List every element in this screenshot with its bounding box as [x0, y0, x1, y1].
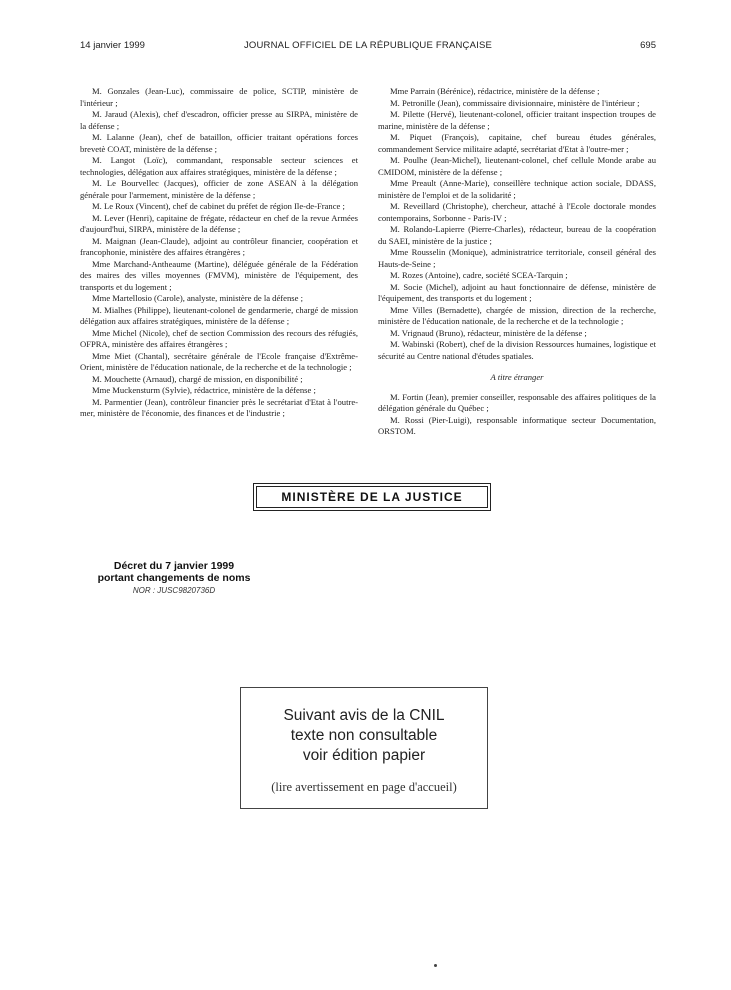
appointment-entry: Mme Parrain (Bérénice), rédactrice, ministère de la défense ;	[390, 86, 600, 96]
right-column-foreign	[378, 392, 656, 438]
header-date: 14 janvier 1999	[80, 40, 145, 51]
ministry-title-box	[256, 486, 488, 508]
appointment-entry: M. Rozes (Antoine), cadre, société SCEA-Tarquin ;	[390, 270, 568, 280]
right-column	[378, 86, 656, 438]
right-column-main	[378, 86, 656, 362]
left-column	[80, 86, 358, 420]
header-page-number: 695	[640, 40, 656, 51]
ministry-title: MINISTÈRE DE LA JUSTICE	[281, 490, 463, 504]
appointment-entry: M. Pilette (Hervé), lieutenant-colonel, officier traitant inspection troupes de marine, ministère de la défense ;	[378, 109, 656, 131]
appointment-entry: M. Piquet (François), capitaine, chef bureau études générales, commandement Service militaire adapté, secrétariat d'Etat à l'outre-mer ;	[378, 132, 656, 154]
header-journal-title: JOURNAL OFFICIEL DE LA RÉPUBLIQUE FRANÇAISE	[243, 40, 493, 51]
appointment-entry: M. Le Bourvellec (Jacques), officier de zone ASEAN à la délégation générale pour l'armement, ministère de la défense ;	[80, 178, 358, 200]
appointment-entry: Mme Marchand-Antheaume (Martine), déléguée générale de la Fédération des maires des villes moyennes (FMVM), ministère de l'équipement, des transports et du logement ;	[80, 258, 358, 292]
appointment-entry: M. Jaraud (Alexis), chef d'escadron, officier presse au SIRPA, ministère de la défense ;	[80, 109, 358, 131]
appointment-entry: M. Mouchette (Arnaud), chargé de mission, en disponibilité ;	[92, 373, 303, 384]
appointment-entry: M. Reveillard (Christophe), chercheur, attaché à l'Ecole doctorale mondes contemporains, Sorbonne - Paris-IV ;	[378, 201, 656, 223]
appointment-entry: M. Le Roux (Vincent), chef de cabinet du préfet de région Ile-de-France ;	[92, 201, 345, 211]
appointment-entry: M. Lalanne (Jean), chef de bataillon, officier traitant opérations forces brevetè COAT, ministère de la défense ;	[80, 132, 358, 154]
appointment-entry: M. Rossi (Pier-Luigi), responsable informatique secteur Documentation, ORSTOM.	[378, 414, 656, 436]
appointment-entry: M. Lever (Henri), capitaine de frégate, rédacteur en chef de la revue Armées d'aujourd'hui, SIRPA, ministère de la défense ;	[80, 212, 358, 234]
decree-heading	[86, 560, 262, 595]
appointment-entry: M. Gonzales (Jean-Luc), commissaire de police, SCTIP, ministère de l'intérieur ;	[80, 86, 358, 108]
speck-mark	[434, 964, 437, 967]
cnil-notice-box	[240, 687, 488, 809]
cnil-line-3: voir édition papier	[302, 747, 426, 764]
appointment-entry: M. Socie (Michel), adjoint au haut fonctionnaire de défense, ministère de l'équipement, des transports et du logement ;	[378, 281, 656, 303]
appointment-entry: Mme Miet (Chantal), secrétaire générale de l'Ecole française d'Extrême-Orient, ministère de l'éducation nationale, de la recherche et de la technologie ;	[80, 350, 358, 372]
page-header	[80, 40, 656, 54]
appointment-entry: M. Mialhes (Philippe), lieutenant-colonel de gendarmerie, chargé de mission délégation aux affaires stratégiques, ministère de la défense ;	[80, 304, 358, 326]
decree-title: Décret du 7 janvier 1999	[113, 560, 235, 572]
appointment-entry: Mme Muckensturm (Sylvie), rédactrice, ministère de la défense ;	[92, 385, 316, 395]
appointment-entry: M. Fortin (Jean), premier conseiller, responsable des affaires politiques de la délégation générale du Québec ;	[378, 391, 656, 413]
appointment-entry: M. Petronille (Jean), commissaire divisionnaire, ministère de l'intérieur ;	[390, 97, 640, 108]
appointment-entry: Mme Michel (Nicole), chef de section Commission des recours des réfugiés, OFPRA, ministère des affaires étrangères ;	[80, 327, 358, 349]
appointment-entry: M. Rolando-Lapierre (Pierre-Charles), rédacteur, bureau de la coopération du SAEI, ministère de la justice ;	[378, 224, 656, 246]
appointment-entry: Mme Martellosio (Carole), analyste, ministère de la défense ;	[92, 293, 303, 303]
appointment-entry: M. Langot (Loïc), commandant, responsable secteur sciences et technologies, délégation aux affaires stratégiques, ministère de la défense ;	[80, 155, 358, 177]
appointment-entry: M. Poulhe (Jean-Michel), lieutenant-colonel, chef cellule Monde arabe au CMIDOM, ministère de la défense ;	[378, 155, 656, 177]
appointment-entry: M. Vrignaud (Bruno), rédacteur, ministère de la défense ;	[390, 327, 587, 338]
cnil-line-1: Suivant avis de la CNIL	[283, 707, 445, 724]
decree-nor: NOR : JUSC9820736D	[132, 586, 216, 595]
cnil-note: (lire avertissement en page d'accueil)	[271, 780, 457, 794]
foreign-subtitle: A titre étranger	[490, 372, 544, 382]
appointment-entry: Mme Rousselin (Monique), administratrice territoriale, conseil général des Hauts-de-Seine ;	[378, 247, 656, 269]
appointment-entry: Mme Preault (Anne-Marie), conseillère technique action sociale, DDASS, ministère de l'emploi et de la solidarité ;	[378, 178, 656, 200]
appointment-entry: M. Maignan (Jean-Claude), adjoint au contrôleur financier, coopération et francophonie, ministère des affaires étrangères ;	[80, 235, 358, 257]
appointment-entry: M. Parmentier (Jean), contrôleur financier près le secrétariat d'Etat à l'outre-mer, ministère de l'économie, des finances et de l'industrie ;	[80, 396, 358, 418]
appointment-entry: M. Wabinski (Robert), chef de la division Ressources humaines, logistique et sécurité au Centre national d'études spatiales.	[378, 339, 656, 361]
appointment-entry: Mme Villes (Bernadette), chargée de mission, direction de la recherche, ministère de l'éducation nationale, de la recherche et de la technologie ;	[378, 304, 656, 326]
cnil-line-2: texte non consultable	[290, 727, 438, 744]
decree-subtitle: portant changements de noms	[97, 572, 251, 584]
